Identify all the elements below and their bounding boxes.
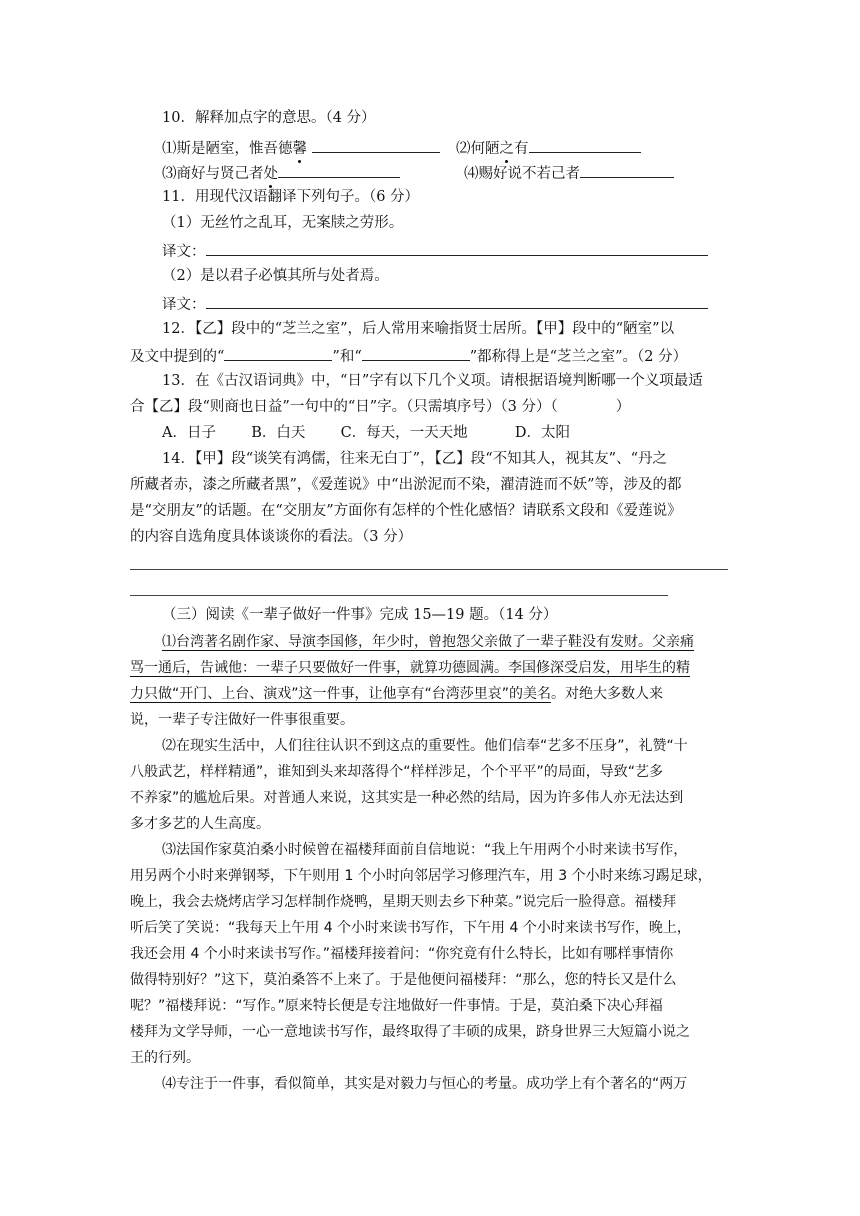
p2-line-2: 八般武艺，样样精通”，谁知到头来却落得个“样样涉足，个个平平”的局面，导致“艺多 (130, 764, 664, 780)
section3-title: （三）阅读《一辈子做好一件事》完成 15—19 题。（14 分） (162, 607, 558, 623)
q10-item-3 (162, 162, 400, 184)
q12-blank-1[interactable] (224, 345, 332, 361)
q13-line-2: 合【乙】段“则商也日益”一句中的“日”字。（只需填序号）（3 分）（ ） (130, 399, 631, 415)
p3-line-9: 王的行列。 (130, 1050, 200, 1066)
q12-line-2 (130, 345, 687, 367)
q13-option-b[interactable]: B．白天 (251, 425, 306, 441)
p3-line-5: 我还会用 4 个小时来读书写作。”福楼拜接着问：“你究竟有什么特长，比如有哪样事情你 (130, 946, 674, 962)
q10-item-2-blank[interactable] (529, 137, 641, 153)
q10-item-2-text: ⑵何陋 (456, 141, 500, 157)
q10-item-3-blank[interactable] (278, 162, 400, 178)
q13-options (162, 423, 570, 443)
p1-line-2 (130, 658, 690, 678)
p3-line-3: 晚上，我会去烧烤店学习怎样制作烧鸭，星期天则去乡下种菜。”说完后一脸得意。福楼拜 (130, 894, 677, 910)
p3-line-8: 楼拜为文学导师，一心一意地读书写作，最终取得了丰硕的成果，跻身世界三大短篇小说之 (130, 1024, 690, 1040)
q10-item-3-text: ⑶商好与贤己者 (162, 166, 264, 182)
q11-answer-2 (162, 293, 708, 315)
q10-item-1-text: ⑴斯是陋室，惟吾德 (162, 141, 293, 157)
q11-answer-1-label: 译文： (162, 244, 206, 260)
p4-line-1: ⑷专注于一件事，看似简单，其实是对毅力与恒心的考量。成功学上有个著名的“两万 (162, 1076, 688, 1092)
p1-line-2-text: 骂一通后，告诫他：一辈子只要做好一件事，就算功德圆满。李国修深受启发，用毕生的精 (130, 660, 690, 676)
p3-line-1: ⑶法国作家莫泊桑小时候曾在福楼拜面前自信地说：“我上午用两个小时来读书写作， (162, 842, 688, 858)
q14-line-1: 14．【甲】段“谈笑有鸿儒，往来无白丁”，【乙】段“不知其人，视其友”、“丹之 (162, 451, 668, 467)
q14-answer-line-2[interactable] (130, 595, 668, 596)
q10-title: 10．解释加点字的意思。（4 分） (162, 110, 376, 126)
p3-line-4: 听后笑了笑说：“我每天上午用 4 个小时来读书写作，下午用 4 个小时来读书写作，晚上， (130, 920, 691, 936)
p3-line-6: 做得特别好？”这下，莫泊桑答不上来了。于是他便问福楼拜：“那么，您的特长又是什么 (130, 972, 677, 988)
q14-line-2: 所藏者赤，漆之所藏者黑”，《爱莲说》中“出淤泥而不染，濯清涟而不妖”等，涉及的都 (130, 477, 682, 493)
p1-line-3-underlined: 力只做“开门、上台、演戏”这一件事，让他享有“台湾莎里哀”的美名 (130, 686, 552, 702)
q12-text-a: 及文中提到的“ (130, 349, 225, 365)
p3-line-7: 呢？”福楼拜说：“写作。”原来特长便是专注地做好一件事情。于是，莫泊桑下决心拜福 (130, 998, 663, 1014)
q10-item-4-text: ⑷赐好说不若己者 (464, 166, 580, 182)
q12-text-b: ”和“ (332, 349, 362, 365)
p2-line-1: ⑵在现实生活中，人们往往认识不到这点的重要性。他们信奉“艺多不压身”，礼赞“十 (162, 738, 688, 754)
q12-text-c: ”都称得上是“芝兰之室”。（2 分） (469, 349, 688, 365)
p2-line-4: 多才多艺的人生高度。 (130, 816, 270, 832)
q11-answer-1 (162, 240, 708, 262)
q10-item-2 (456, 137, 641, 159)
p1-line-3-rest: 。对绝大多数人来 (551, 686, 664, 702)
p1-line-1-text: ⑴台湾著名剧作家、导演李国修，年少时，曾抱怨父亲做了一辈子鞋没有发财。父亲痛 (162, 634, 694, 650)
q14-line-4: 的内容自选角度具体谈谈你的看法。（3 分） (130, 529, 413, 545)
q11-answer-1-line[interactable] (206, 240, 708, 256)
q11-answer-2-line[interactable] (206, 293, 708, 309)
q12-line-1: 12．【乙】段中的“芝兰之室”，后人常用来喻指贤士居所。【甲】段中的“陋室”以 (162, 321, 675, 337)
q10-item-1-dotted-char: 馨 (292, 141, 307, 157)
q13-line-1: 13．在《古汉语词典》中，“日”字有以下几个义项。请根据语境判断哪一个义项最适 (162, 373, 703, 389)
p1-line-3 (130, 684, 663, 704)
q12-blank-2[interactable] (362, 345, 470, 361)
q11-answer-2-label: 译文： (162, 297, 206, 313)
q11-title: 11．用现代汉语翻译下列句子。（6 分） (162, 189, 420, 205)
q13-option-a[interactable]: A．日子 (162, 425, 216, 441)
q10-item-2-text-end: 有 (514, 141, 529, 157)
p1-line-4: 说，一辈子专注做好一件事很重要。 (130, 712, 354, 728)
p1-line-1 (162, 632, 694, 652)
q10-item-3-dotted-char: 处 (263, 166, 278, 182)
q14-answer-line-1[interactable] (130, 569, 728, 570)
q14-line-3: 是“交朋友”的话题。在“交朋友”方面你有怎样的个性化感悟？请联系文段和《爱莲说》 (130, 503, 682, 519)
q10-item-4-blank[interactable] (580, 162, 674, 178)
q13-option-d[interactable]: D．太阳 (514, 425, 571, 441)
p3-line-2: 用另两个小时来弹钢琴，下午则用 1 个小时向邻居学习修理汽车，用 3 个小时来练习踢足球， (130, 868, 712, 884)
p2-line-3: 不养家”的尴尬后果。对普通人来说，这其实是一种必然的结局，因为许多伟人亦无法达到 (130, 790, 684, 806)
q10-item-1-blank[interactable] (312, 137, 440, 153)
q10-item-1 (162, 137, 440, 159)
q13-option-c[interactable]: C．每天，一天天地 (340, 425, 468, 441)
q10-item-2-dotted-char: 之 (499, 141, 514, 157)
q11-sentence-2: （2）是以君子必慎其所与处者焉。 (162, 268, 389, 284)
q10-item-4 (464, 162, 674, 184)
q11-sentence-1: （1）无丝竹之乱耳，无案牍之劳形。 (162, 215, 404, 231)
